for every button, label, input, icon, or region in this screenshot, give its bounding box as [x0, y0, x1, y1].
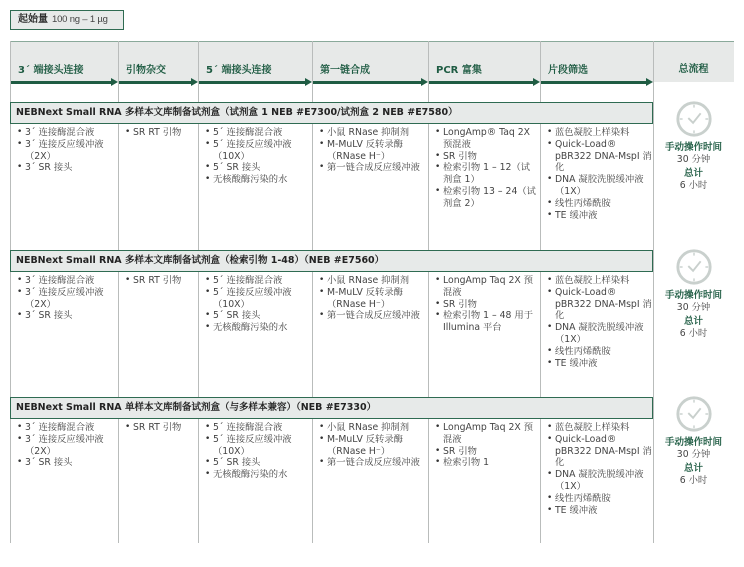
- component-item: • 检索引物 13 – 24（试剂盒 2）: [434, 186, 538, 210]
- step-size-selection: 片段筛选: [548, 65, 588, 76]
- component-item: • 小鼠 RNase 抑制剂: [318, 275, 426, 287]
- hands-on-time-value: 30 分钟: [676, 449, 711, 460]
- component-item: • Quick-Load® pBR322 DNA-MspI 消化: [546, 139, 652, 174]
- hands-on-time-label: 手动操作时间: [664, 437, 722, 448]
- component-item: • LongAmp Taq 2X 预混液: [434, 422, 538, 446]
- component-item: • M-MuLV 反转录酶（RNase H⁻）: [318, 434, 426, 458]
- hands-on-time-value: 30 分钟: [676, 154, 711, 165]
- step-3prime-ligation: 3´ 端接头连接: [18, 65, 84, 76]
- component-item: • 3´ 连接酶混合液: [16, 422, 116, 434]
- component-item: • LongAmp Taq 2X 预混液: [434, 275, 538, 299]
- component-item: • M-MuLV 反转录酶（RNase H⁻）: [318, 139, 426, 163]
- component-item: • Quick-Load® pBR322 DNA-MspI 消化: [546, 287, 652, 322]
- total-time-value: 6 小时: [679, 180, 708, 191]
- kit-2-primer-hybridization-components: [124, 275, 196, 287]
- arrow-line: [428, 81, 533, 84]
- arrow-head-icon: [533, 78, 540, 86]
- component-item: • 3´ 连接反应缓冲液（2X）: [16, 139, 116, 163]
- component-item: • SR RT 引物: [124, 422, 196, 434]
- arrow-line: [540, 81, 646, 84]
- component-item: • Quick-Load® pBR322 DNA-MspI 消化: [546, 434, 652, 469]
- component-item: • DNA 凝胶洗脱缓冲液（1X）: [546, 469, 652, 493]
- kit-2-3prime-ligation-components: [16, 275, 116, 322]
- step-primer-hybridization: 引物杂交: [126, 65, 166, 76]
- kit-2-5prime-ligation-components: [204, 275, 310, 334]
- component-item: • 小鼠 RNase 抑制剂: [318, 127, 426, 139]
- step-first-strand: 第一链合成: [320, 65, 370, 76]
- arrow-line: [198, 81, 305, 84]
- component-item: • 蓝色凝胶上样染料: [546, 275, 652, 287]
- kit-3-primer-hybridization-components: [124, 422, 196, 434]
- hands-on-time-value: 30 分钟: [676, 302, 711, 313]
- arrow-head-icon: [111, 78, 118, 86]
- arrow-line: [312, 81, 421, 84]
- component-item: • TE 缓冲液: [546, 505, 652, 517]
- kit-1-3prime-ligation-components: [16, 127, 116, 174]
- component-item: • 5´ 连接反应缓冲液（10X）: [204, 434, 310, 458]
- component-item: • SR RT 引物: [124, 127, 196, 139]
- kit-2-pcr-components: [434, 275, 538, 334]
- kit-2-time-summary: [653, 248, 734, 340]
- component-item: • 第一链合成反应缓冲液: [318, 457, 426, 469]
- component-item: • 线性丙烯酰胺: [546, 346, 652, 358]
- component-item: • 无核酸酶污染的水: [204, 322, 310, 334]
- step-5prime-ligation: 5´ 端接头连接: [206, 65, 272, 76]
- arrow-line: [10, 81, 111, 84]
- component-item: • 5´ SR 接头: [204, 162, 310, 174]
- component-item: • 5´ 连接酶混合液: [204, 422, 310, 434]
- component-item: • 3´ SR 接头: [16, 310, 116, 322]
- component-item: • 蓝色凝胶上样染料: [546, 422, 652, 434]
- kit-1-size-selection-components: [546, 127, 652, 221]
- component-item: • DNA 凝胶洗脱缓冲液（1X）: [546, 174, 652, 198]
- arrow-head-icon: [646, 78, 653, 86]
- total-workflow-header: 总流程: [678, 64, 709, 75]
- component-item: • 5´ SR 接头: [204, 457, 310, 469]
- component-item: • 5´ 连接酶混合液: [204, 275, 310, 287]
- kit-1-title: NEBNext Small RNA 多样本文库制备试剂盒（试剂盒 1 NEB #E7300/试剂盒 2 NEB #E7580）: [10, 102, 653, 124]
- component-item: • TE 缓冲液: [546, 210, 652, 222]
- kit-2-title: NEBNext Small RNA 多样本文库制备试剂盒（检索引物 1-48）（NEB #E7560）: [10, 250, 653, 272]
- component-item: • 小鼠 RNase 抑制剂: [318, 422, 426, 434]
- kit-1-time-summary: [653, 100, 734, 192]
- component-item: • 5´ SR 接头: [204, 310, 310, 322]
- kit-3-pcr-components: [434, 422, 538, 469]
- kit-3-title: NEBNext Small RNA 单样本文库制备试剂盒（与多样本兼容）（NEB #E7330）: [10, 397, 653, 419]
- component-item: • 3´ 连接反应缓冲液（2X）: [16, 287, 116, 311]
- clock-icon: [675, 395, 713, 433]
- kit-1-5prime-ligation-components: [204, 127, 310, 186]
- component-item: • 3´ SR 接头: [16, 162, 116, 174]
- kit-3-3prime-ligation-components: [16, 422, 116, 469]
- component-item: • 3´ 连接酶混合液: [16, 127, 116, 139]
- total-time-label: 总计: [683, 316, 703, 327]
- component-item: • LongAmp® Taq 2X 预混液: [434, 127, 538, 151]
- total-time-value: 6 小时: [679, 475, 708, 486]
- kit-1-first-strand-components: [318, 127, 426, 174]
- component-item: • 5´ 连接反应缓冲液（10X）: [204, 287, 310, 311]
- component-item: • 5´ 连接反应缓冲液（10X）: [204, 139, 310, 163]
- clock-icon: [675, 100, 713, 138]
- kit-3-size-selection-components: [546, 422, 652, 516]
- kit-3-5prime-ligation-components: [204, 422, 310, 481]
- arrow-head-icon: [421, 78, 428, 86]
- component-item: • SR 引物: [434, 299, 538, 311]
- hands-on-time-label: 手动操作时间: [664, 290, 722, 301]
- component-item: • 3´ SR 接头: [16, 457, 116, 469]
- component-item: • 线性丙烯酰胺: [546, 198, 652, 210]
- component-item: • 3´ 连接酶混合液: [16, 275, 116, 287]
- kit-3-time-summary: [653, 395, 734, 487]
- clock-icon: [675, 248, 713, 286]
- step-pcr-enrichment: PCR 富集: [436, 65, 482, 76]
- arrow-head-icon: [191, 78, 198, 86]
- kit-2-first-strand-components: [318, 275, 426, 322]
- kit-1-primer-hybridization-components: [124, 127, 196, 139]
- component-item: • 检索引物 1 – 12（试剂盒 1）: [434, 162, 538, 186]
- hands-on-time-label: 手动操作时间: [664, 142, 722, 153]
- component-item: • M-MuLV 反转录酶（RNase H⁻）: [318, 287, 426, 311]
- component-item: • 线性丙烯酰胺: [546, 493, 652, 505]
- arrow-line: [118, 81, 191, 84]
- arrow-head-icon: [305, 78, 312, 86]
- component-item: • 无核酸酶污染的水: [204, 469, 310, 481]
- component-item: • 检索引物 1: [434, 457, 538, 469]
- component-item: • DNA 凝胶洗脱缓冲液（1X）: [546, 322, 652, 346]
- total-time-value: 6 小时: [679, 328, 708, 339]
- total-time-label: 总计: [683, 463, 703, 474]
- component-item: • 第一链合成反应缓冲液: [318, 310, 426, 322]
- component-item: • 检索引物 1 – 48 用于 Illumina 平台: [434, 310, 538, 334]
- component-item: • 蓝色凝胶上样染料: [546, 127, 652, 139]
- component-item: • SR 引物: [434, 151, 538, 163]
- kit-1-pcr-components: [434, 127, 538, 210]
- component-item: • 3´ 连接反应缓冲液（2X）: [16, 434, 116, 458]
- kit-2-size-selection-components: [546, 275, 652, 369]
- component-item: • 第一链合成反应缓冲液: [318, 162, 426, 174]
- kit-3-first-strand-components: [318, 422, 426, 469]
- component-item: • 无核酸酶污染的水: [204, 174, 310, 186]
- component-item: • TE 缓冲液: [546, 358, 652, 370]
- total-time-label: 总计: [683, 168, 703, 179]
- component-item: • 5´ 连接酶混合液: [204, 127, 310, 139]
- starting-amount-label: 起始量: [18, 14, 48, 25]
- starting-amount-value: 100 ng – 1 µg: [52, 14, 108, 25]
- component-item: • SR RT 引物: [124, 275, 196, 287]
- starting-amount-box: [10, 10, 124, 30]
- component-item: • SR 引物: [434, 446, 538, 458]
